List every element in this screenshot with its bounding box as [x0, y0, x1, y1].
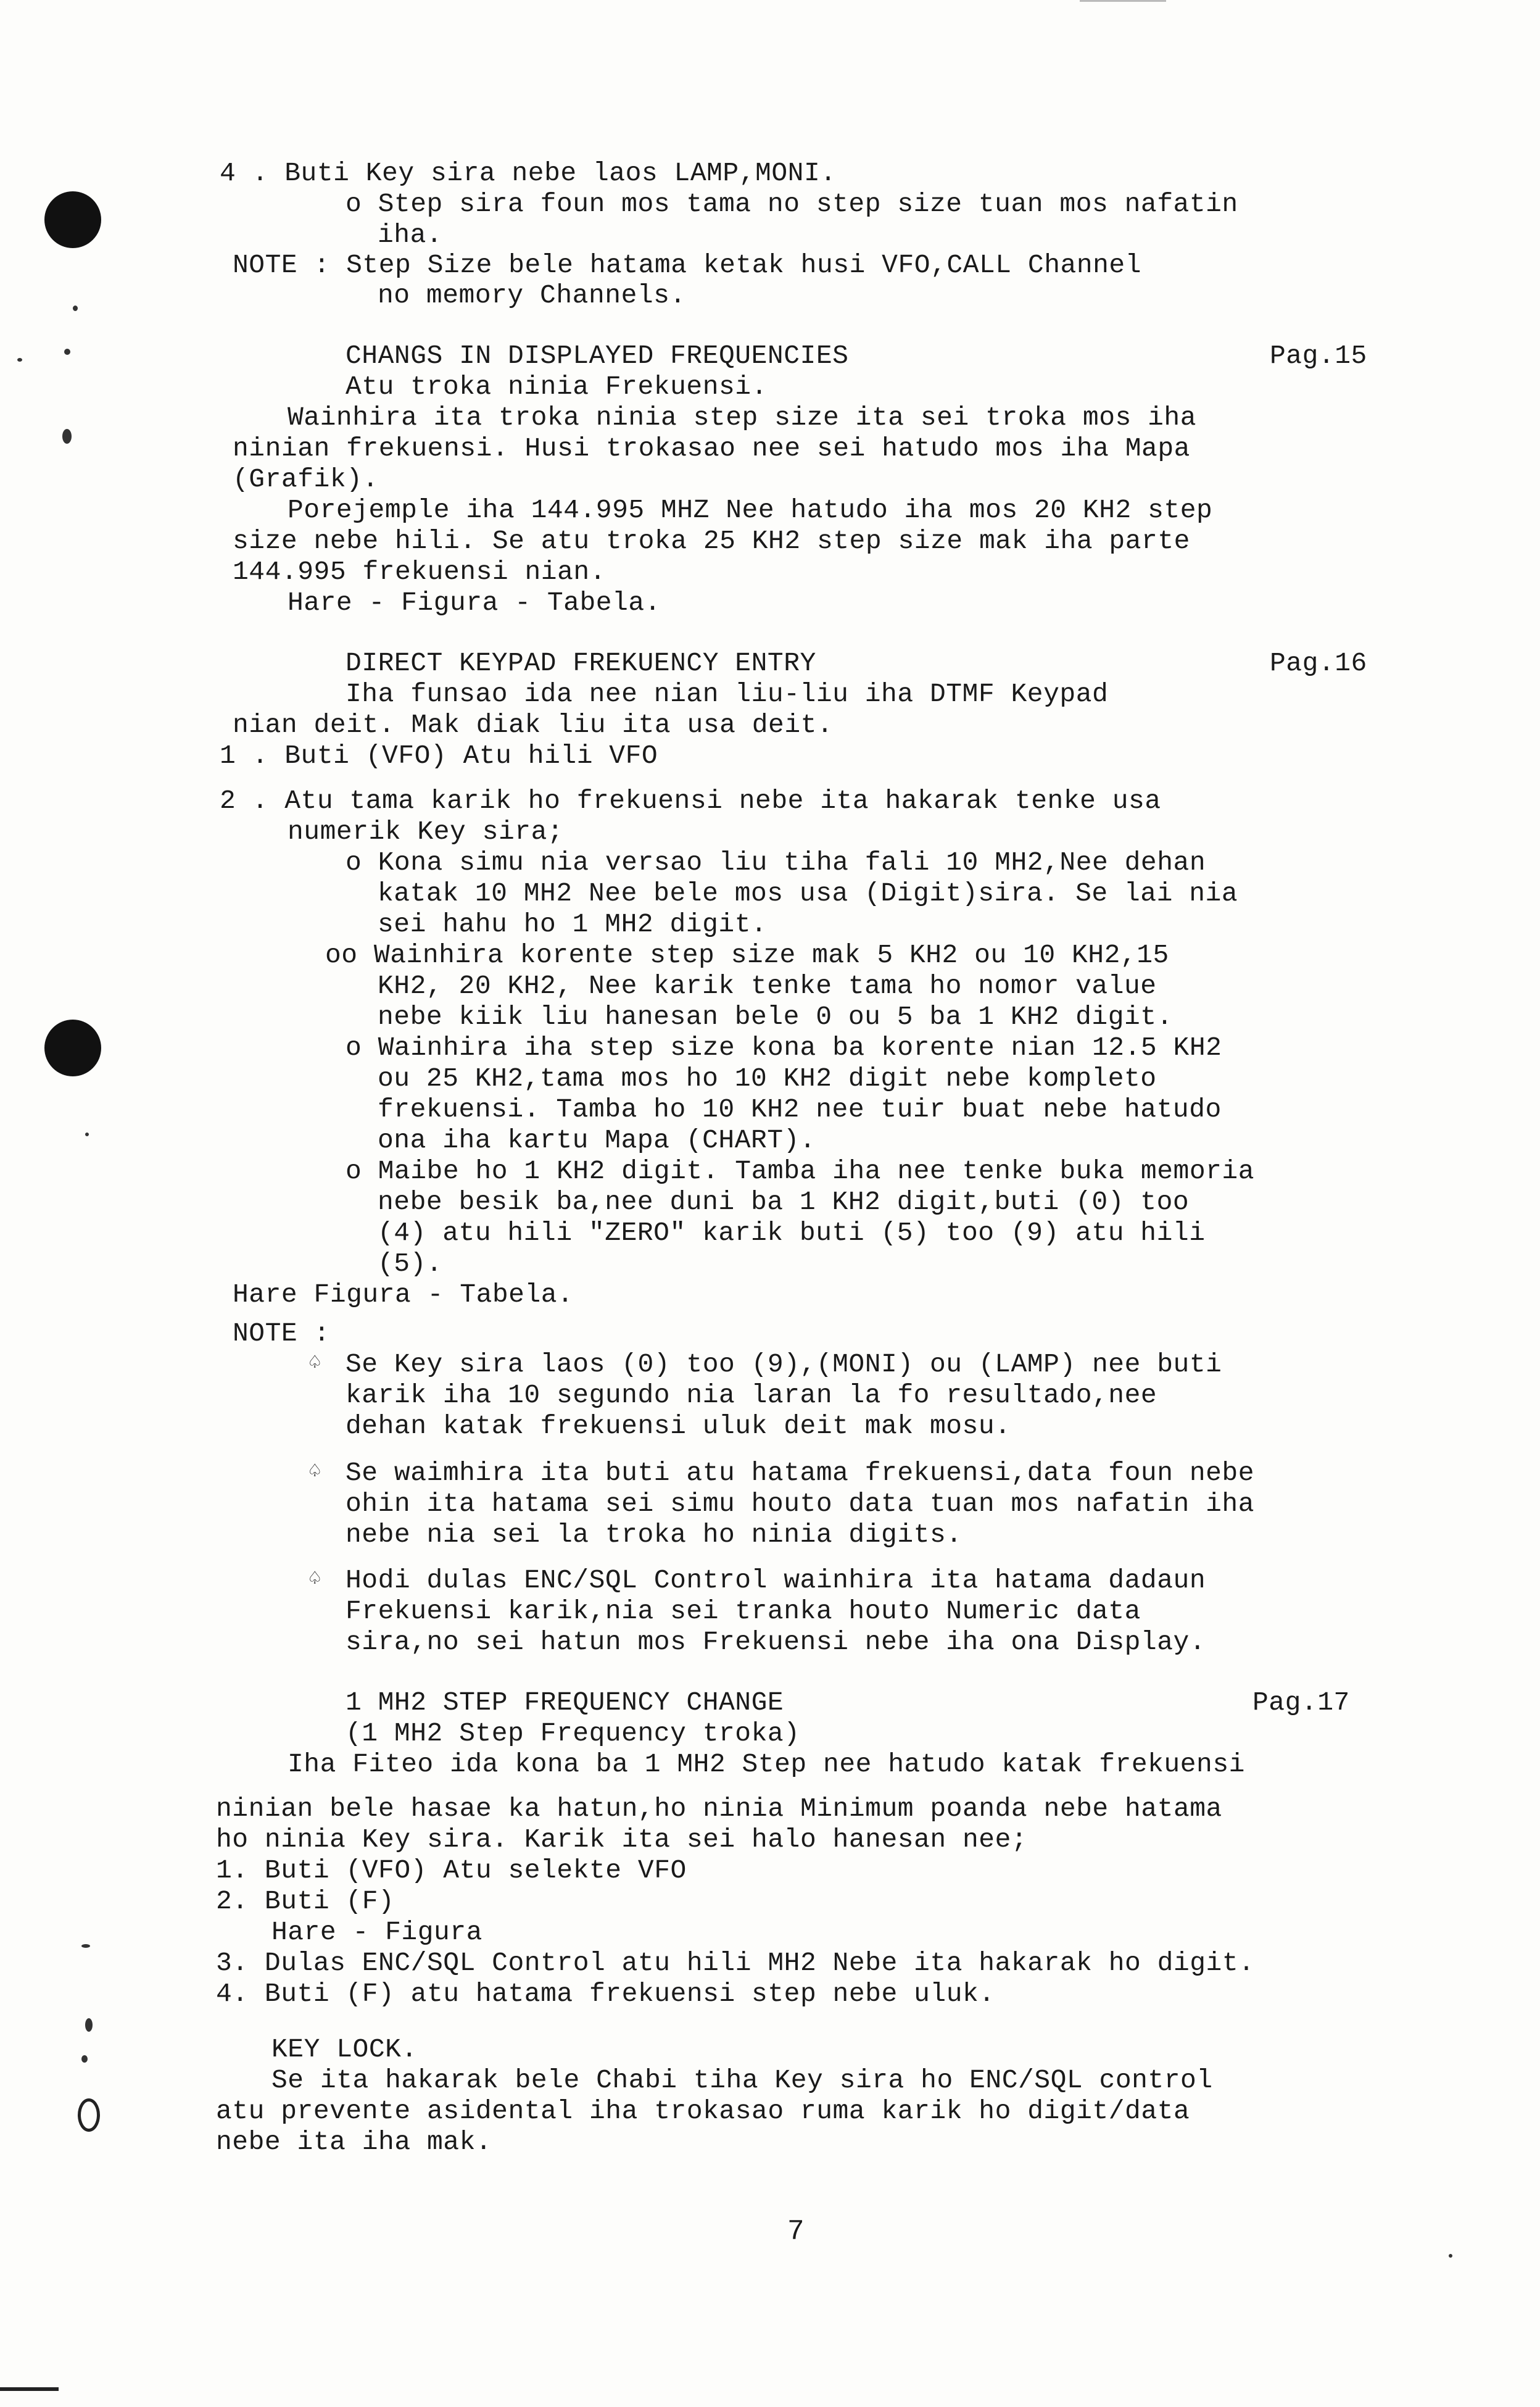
speck-6 — [81, 1944, 90, 1948]
note-bullet-icon: ♤ — [308, 1461, 321, 1484]
text-line: Hare Figura - Tabela. — [233, 1279, 574, 1310]
text-line: 1. Buti (VFO) Atu selekte VFO — [216, 1855, 687, 1885]
text-line: nebe besik ba,nee duni ba 1 KH2 digit,buti (0) too — [378, 1187, 1190, 1217]
text-line: (Grafik). — [233, 464, 379, 494]
text-line: NOTE : — [233, 1318, 330, 1349]
text-line: NOTE : Step Size bele hatama ketak husi VFO,CALL Channel — [233, 250, 1142, 280]
text-line: 4. Buti (F) atu hatama frekuensi step nebe uluk. — [216, 1979, 995, 2009]
binder-hole-middle — [44, 1020, 101, 1076]
text-line: nian deit. Mak diak liu ita usa deit. — [233, 710, 834, 740]
text-line: Hare - Figura - Tabela. — [288, 588, 661, 618]
text-line: o Wainhira iha step size kona ba korente nian 12.5 KH2 — [346, 1033, 1222, 1063]
section-heading: KEY LOCK. — [271, 2034, 418, 2064]
text-line: atu prevente asidental iha trokasao ruma karik ho digit/data — [216, 2096, 1190, 2126]
page-reference: Pag.17 — [1252, 1687, 1350, 1718]
text-line: Iha funsao ida nee nian liu-liu iha DTMF Keypad — [346, 679, 1109, 709]
text-line: 144.995 frekuensi nian. — [233, 557, 606, 587]
text-line: iha. — [378, 220, 443, 250]
text-line: katak 10 MH2 Nee bele mos usa (Digit)sira. Se lai nia — [378, 878, 1238, 908]
text-line: karik iha 10 segundo nia laran la fo resultado,nee — [346, 1380, 1157, 1410]
text-line: Hare - Figura — [271, 1917, 482, 1947]
text-line: Frekuensi karik,nia sei tranka houto Numeric data — [346, 1596, 1141, 1626]
text-line: (4) atu hili "ZERO" karik buti (5) too (9) atu hili — [378, 1218, 1206, 1248]
text-line: Hodi dulas ENC/SQL Control wainhira ita hatama dadaun — [346, 1565, 1206, 1595]
speck-4 — [62, 429, 72, 444]
text-line: (1 MH2 Step Frequency troka) — [346, 1718, 800, 1748]
text-line: 1 . Buti (VFO) Atu hili VFO — [220, 741, 658, 771]
text-line: 2. Buti (F) — [216, 1886, 395, 1916]
text-line: ho ninia Key sira. Karik ita sei halo hanesan nee; — [216, 1824, 1028, 1855]
top-right-edge-mark — [1080, 0, 1166, 2]
text-line: o Step sira foun mos tama no step size tuan mos nafatin — [346, 189, 1238, 219]
text-line: Iha Fiteo ida kona ba 1 MH2 Step nee hatudo katak frekuensi — [288, 1749, 1245, 1779]
text-line: ona iha kartu Mapa (CHART). — [378, 1125, 816, 1155]
text-line: nebe kiik liu hanesan bele 0 ou 5 ba 1 KH2 digit. — [378, 1002, 1173, 1032]
text-line: nebe ita iha mak. — [216, 2127, 492, 2157]
text-line: 2 . Atu tama karik ho frekuensi nebe ita hakarak tenke usa — [220, 786, 1161, 816]
speck-1 — [73, 306, 78, 311]
section-heading: CHANGS IN DISPLAYED FREQUENCIES — [346, 341, 849, 371]
bottom-left-edge-mark — [0, 2387, 59, 2391]
speck-3 — [64, 349, 70, 355]
text-line: ou 25 KH2,tama mos ho 10 KH2 digit nebe kompleto — [378, 1063, 1157, 1094]
text-line: KH2, 20 KH2, Nee karik tenke tama ho nomor value — [378, 971, 1157, 1001]
page-reference: Pag.16 — [1270, 648, 1367, 678]
text-line: oo Wainhira korente step size mak 5 KH2 ou 10 KH2,15 — [325, 940, 1169, 970]
text-line: size nebe hili. Se atu troka 25 KH2 step size mak iha parte — [233, 526, 1190, 556]
text-line: o Kona simu nia versao liu tiha fali 10 MH2,Nee dehan — [346, 847, 1206, 878]
text-line: 4 . Buti Key sira nebe laos LAMP,MONI. — [220, 158, 837, 188]
page-reference: Pag.15 — [1270, 341, 1367, 371]
text-line: frekuensi. Tamba ho 10 KH2 nee tuir buat nebe hatudo — [378, 1094, 1222, 1125]
speck-5 — [85, 1133, 89, 1136]
text-line: no memory Channels. — [378, 280, 686, 310]
note-bullet-icon: ♤ — [308, 1352, 321, 1376]
text-line: (5). — [378, 1249, 443, 1279]
text-line: Atu troka ninia Frekuensi. — [346, 372, 768, 402]
section-heading: 1 MH2 STEP FREQUENCY CHANGE — [346, 1687, 784, 1718]
speck-10 — [1449, 2254, 1452, 2258]
page-number: 7 — [787, 2216, 805, 2248]
text-line: Se ita hakarak bele Chabi tiha Key sira ho ENC/SQL control — [271, 2065, 1213, 2095]
text-line: 3. Dulas ENC/SQL Control atu hili MH2 Nebe ita hakarak ho digit. — [216, 1948, 1255, 1978]
speck-2 — [17, 358, 22, 362]
text-line: dehan katak frekuensi uluk deit mak mosu. — [346, 1411, 1011, 1441]
note-bullet-icon: ♤ — [308, 1568, 321, 1592]
text-line: sei hahu ho 1 MH2 digit. — [378, 909, 768, 939]
speck-9 — [78, 2098, 100, 2132]
text-line: Wainhira ita troka ninia step size ita sei troka mos iha — [288, 402, 1197, 433]
text-line: ninian frekuensi. Husi trokasao nee sei hatudo mos iha Mapa — [233, 433, 1190, 464]
text-line: ninian bele hasae ka hatun,ho ninia Minimum poanda nebe hatama — [216, 1794, 1222, 1824]
text-line: ohin ita hatama sei simu houto data tuan mos nafatin iha — [346, 1489, 1255, 1519]
text-line: nebe nia sei la troka ho ninia digits. — [346, 1519, 962, 1550]
text-line: sira,no sei hatun mos Frekuensi nebe iha ona Display. — [346, 1627, 1206, 1657]
text-line: Porejemple iha 144.995 MHZ Nee hatudo iha mos 20 KH2 step — [288, 495, 1213, 525]
binder-hole-top — [44, 191, 101, 248]
section-heading: DIRECT KEYPAD FREKUENCY ENTRY — [346, 648, 816, 678]
text-line: Se waimhira ita buti atu hatama frekuensi,data foun nebe — [346, 1458, 1255, 1488]
text-line: Se Key sira laos (0) too (9),(MONI) ou (LAMP) nee buti — [346, 1349, 1222, 1379]
text-line: o Maibe ho 1 KH2 digit. Tamba iha nee tenke buka memoria — [346, 1156, 1255, 1186]
speck-8 — [81, 2055, 88, 2063]
text-line: numerik Key sira; — [288, 817, 564, 847]
speck-7 — [85, 2018, 93, 2032]
